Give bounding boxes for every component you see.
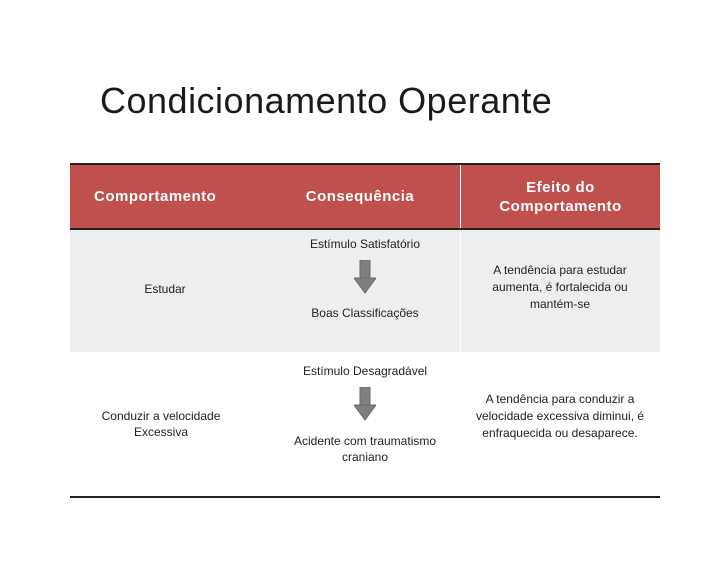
column-divider xyxy=(460,230,461,352)
header-effect: Efeito do Comportamento xyxy=(460,165,660,228)
row-effect: A tendência para estudar aumenta, é fortalecida ou mantém-se xyxy=(492,263,628,311)
conditioning-table xyxy=(70,163,660,498)
header-behavior: Comportamento xyxy=(94,188,217,205)
row-effect: A tendência para conduzir a velocidade excessiva diminui, é enfraquecida ou desaparece. xyxy=(475,392,645,440)
header-consequence: Consequência xyxy=(305,188,415,205)
arrow-down-icon xyxy=(354,260,376,294)
row-consequence: Boas Classificações xyxy=(311,306,419,320)
table-row xyxy=(70,353,660,498)
table-row xyxy=(70,230,660,353)
row-stimulus: Estímulo Satisfatório xyxy=(309,237,421,251)
table-header xyxy=(70,163,660,230)
arrow-down-icon xyxy=(354,387,376,421)
page-title: Condicionamento Operante xyxy=(100,80,553,121)
row-stimulus: Estímulo Desagradável xyxy=(302,364,428,378)
row-behavior: Conduzir a velocidade Excessiva xyxy=(101,409,221,439)
row-consequence: Acidente com traumatismo craniano xyxy=(293,434,437,464)
row-behavior: Estudar xyxy=(144,282,186,296)
